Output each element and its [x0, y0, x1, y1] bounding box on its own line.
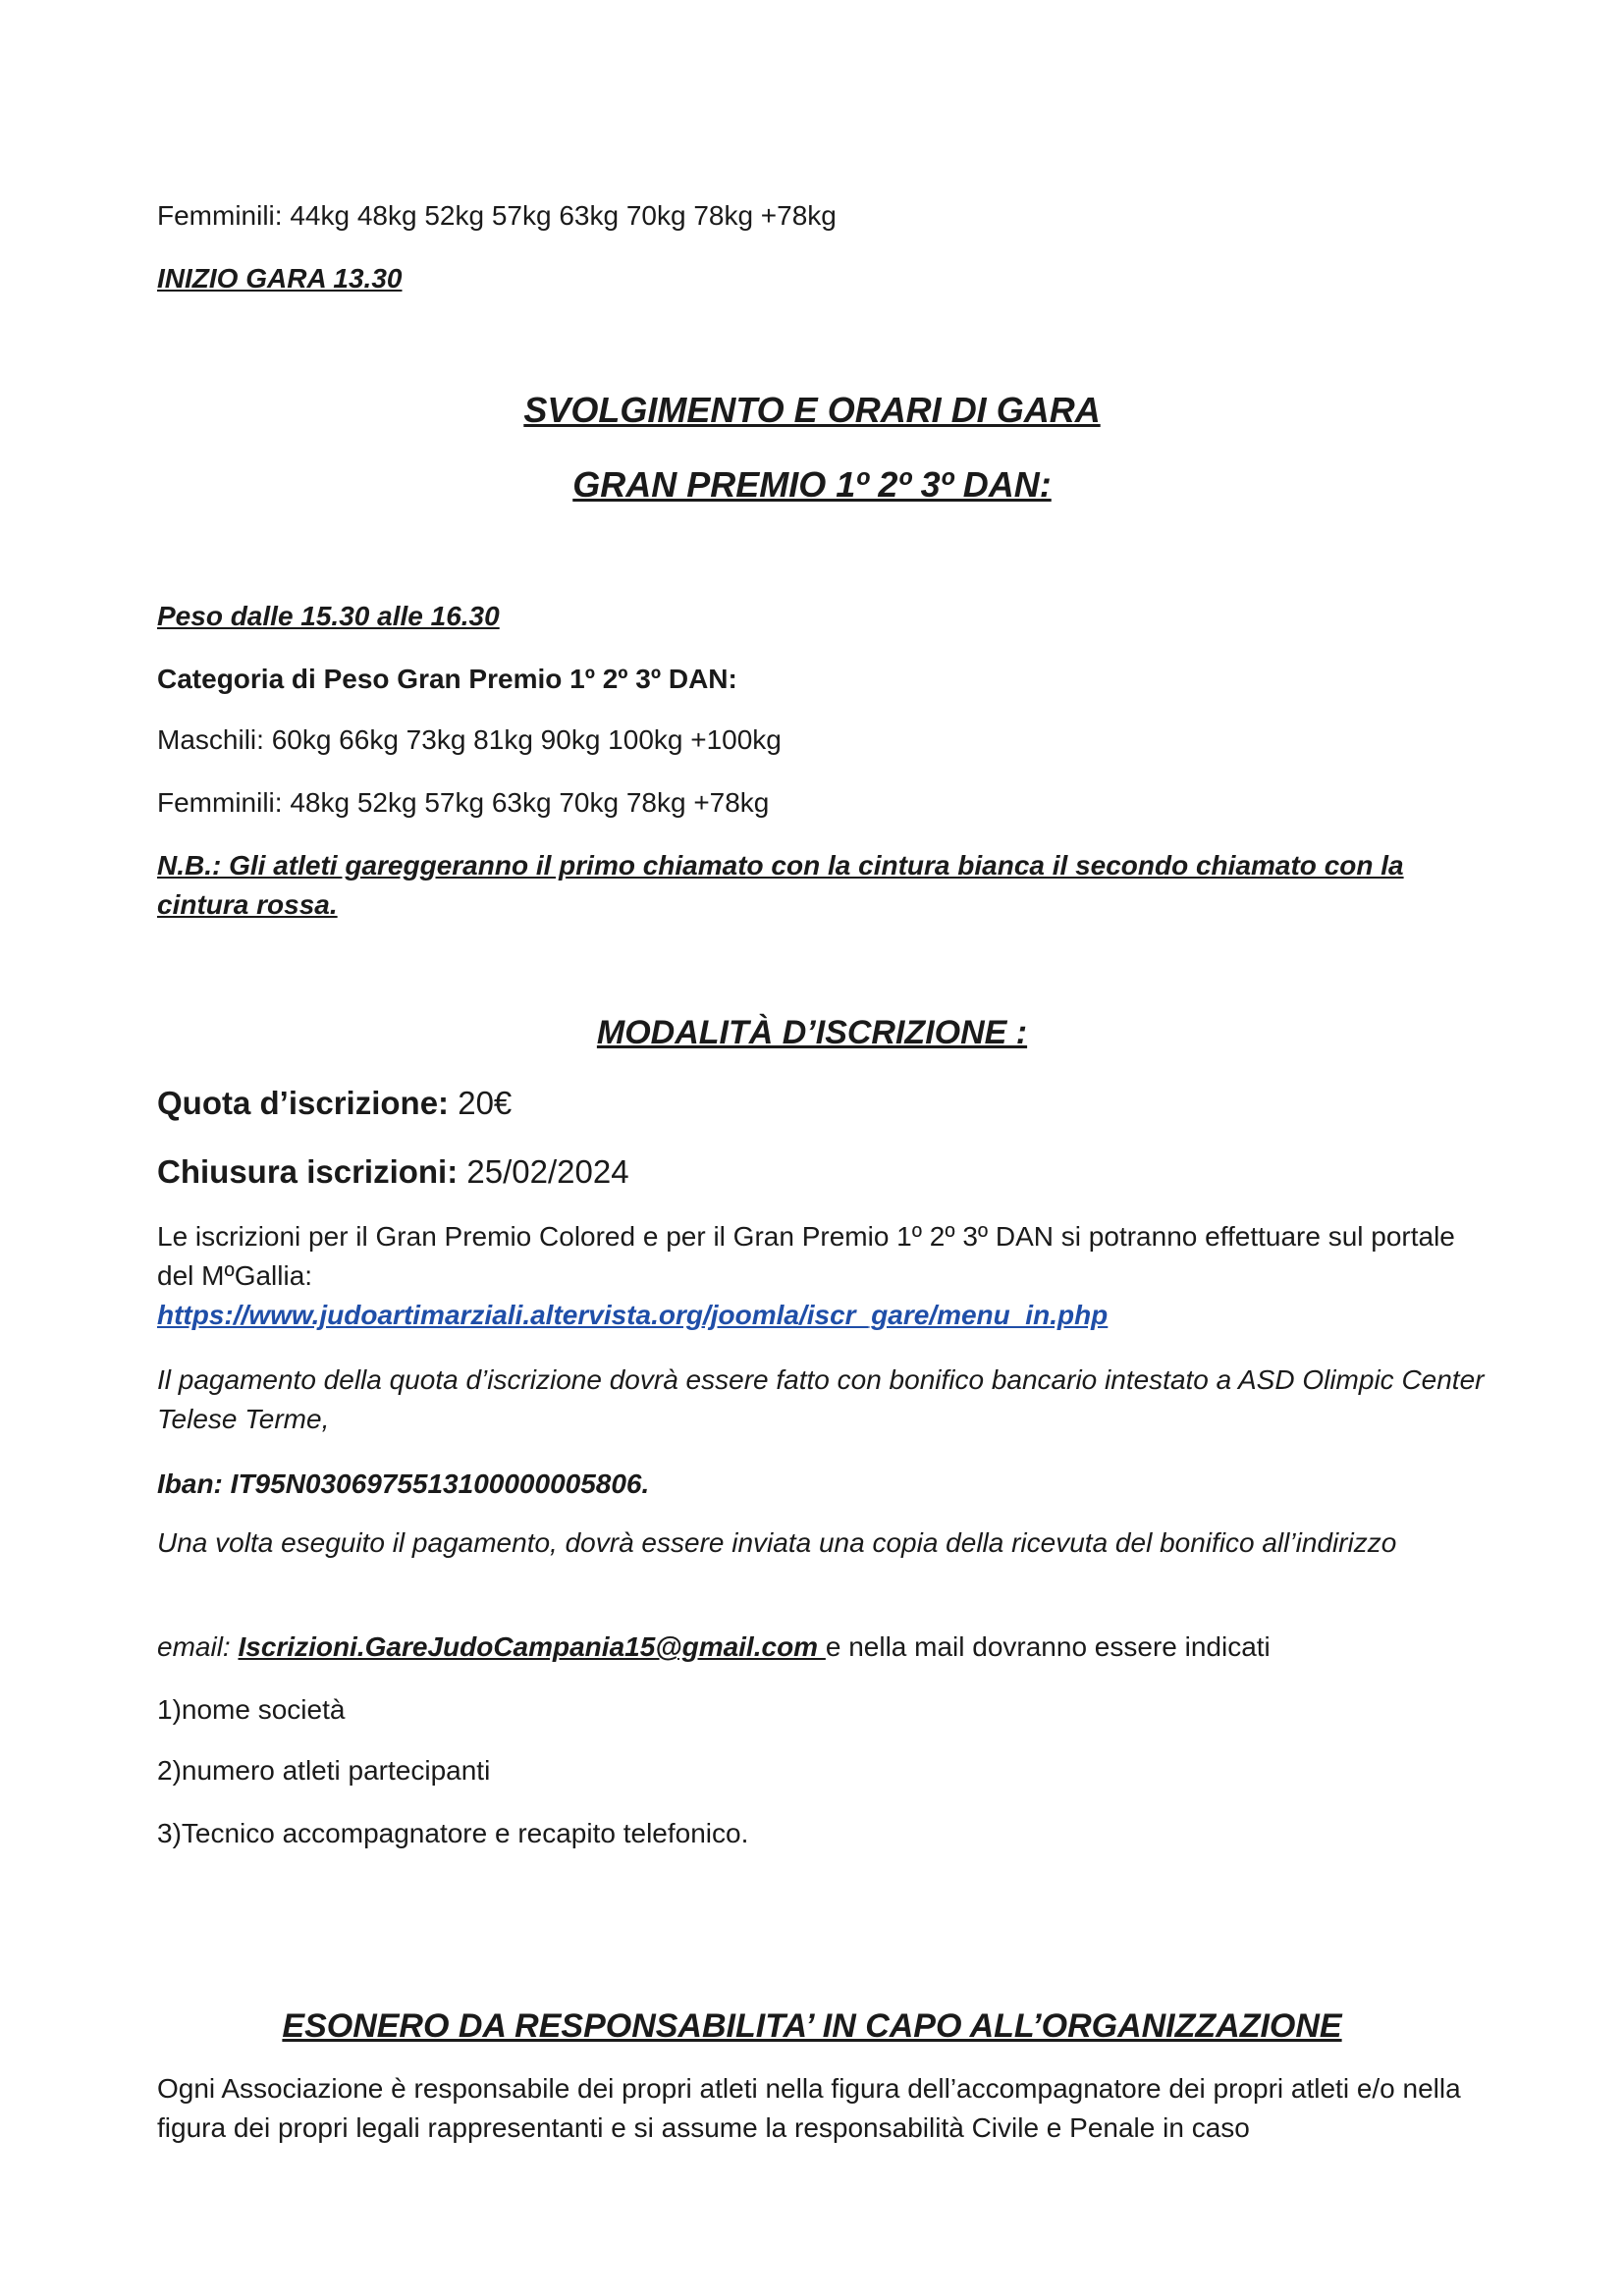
email-suffix: e nella mail dovranno essere indicati	[825, 1631, 1271, 1662]
email-label: email:	[157, 1631, 239, 1662]
requirement-item: 1)nome società	[157, 1694, 346, 1725]
heading-schedule: SVOLGIMENTO E ORARI DI GARA	[523, 390, 1101, 430]
registration-fee	[157, 1082, 512, 1125]
heading-grand-prix: GRAN PREMIO 1º 2º 3º DAN:	[572, 464, 1052, 505]
weigh-in-time: Peso dalle 15.30 alle 16.30	[157, 601, 500, 631]
start-time: INIZIO GARA 13.30	[157, 263, 403, 294]
receipt-text: Una volta eseguito il pagamento, dovrà essere inviata una copia della ricevuta del bonifico all’indirizzo	[157, 1527, 1397, 1558]
iban: Iban: IT95N0306975513100000005806.	[157, 1468, 650, 1499]
registration-deadline	[157, 1150, 629, 1194]
email-address-link[interactable]: Iscrizioni.GareJudoCampania15@gmail.com	[238, 1631, 826, 1662]
requirement-item: 2)numero atleti partecipanti	[157, 1755, 491, 1786]
female-categories-dan: Femminili: 48kg 52kg 57kg 63kg 70kg 78kg +78kg	[157, 787, 770, 818]
requirement-item: 3)Tecnico accompagnatore e recapito telefonico.	[157, 1818, 749, 1848]
heading-registration: MODALITÀ D’ISCRIZIONE :	[596, 1014, 1028, 1051]
heading-liability: ESONERO DA RESPONSABILITA’ IN CAPO ALL’ORGANIZZAZIONE	[282, 2007, 1342, 2045]
fee-label: Quota d’iscrizione:	[157, 1085, 450, 1121]
fee-value: 20€	[449, 1085, 513, 1121]
registration-text: Le iscrizioni per il Gran Premio Colored e per il Gran Premio 1º 2º 3º DAN si potranno effettuare sul portale del MºGallia:	[157, 1221, 1455, 1291]
nb-note: N.B.: Gli atleti gareggeranno il primo chiamato con la cintura bianca il secondo chiamato con la cintura rossa.	[157, 850, 1404, 920]
email-line	[157, 1628, 1271, 1667]
categories-title: Categoria di Peso Gran Premio 1º 2º 3º DAN:	[157, 664, 737, 694]
deadline-value: 25/02/2024	[458, 1153, 629, 1190]
registration-link[interactable]: https://www.judoartimarziali.altervista.org/joomla/iscr_gare/menu_in.php	[157, 1300, 1109, 1330]
deadline-label: Chiusura iscrizioni:	[157, 1153, 459, 1190]
liability-text: Ogni Associazione è responsabile dei propri atleti nella figura dell’accompagnatore dei propri atleti e/o nella figura dei propri legali rappresentanti e si assume la responsabilità Civile e Penale in caso	[157, 2073, 1461, 2143]
payment-text: Il pagamento della quota d’iscrizione dovrà essere fatto con bonifico bancario intestato a ASD Olimpic Center Telese Terme,	[157, 1364, 1485, 1434]
female-categories-colored: Femminili: 44kg 48kg 52kg 57kg 63kg 70kg 78kg +78kg	[157, 200, 837, 231]
male-categories: Maschili: 60kg 66kg 73kg 81kg 90kg 100kg +100kg	[157, 724, 782, 755]
